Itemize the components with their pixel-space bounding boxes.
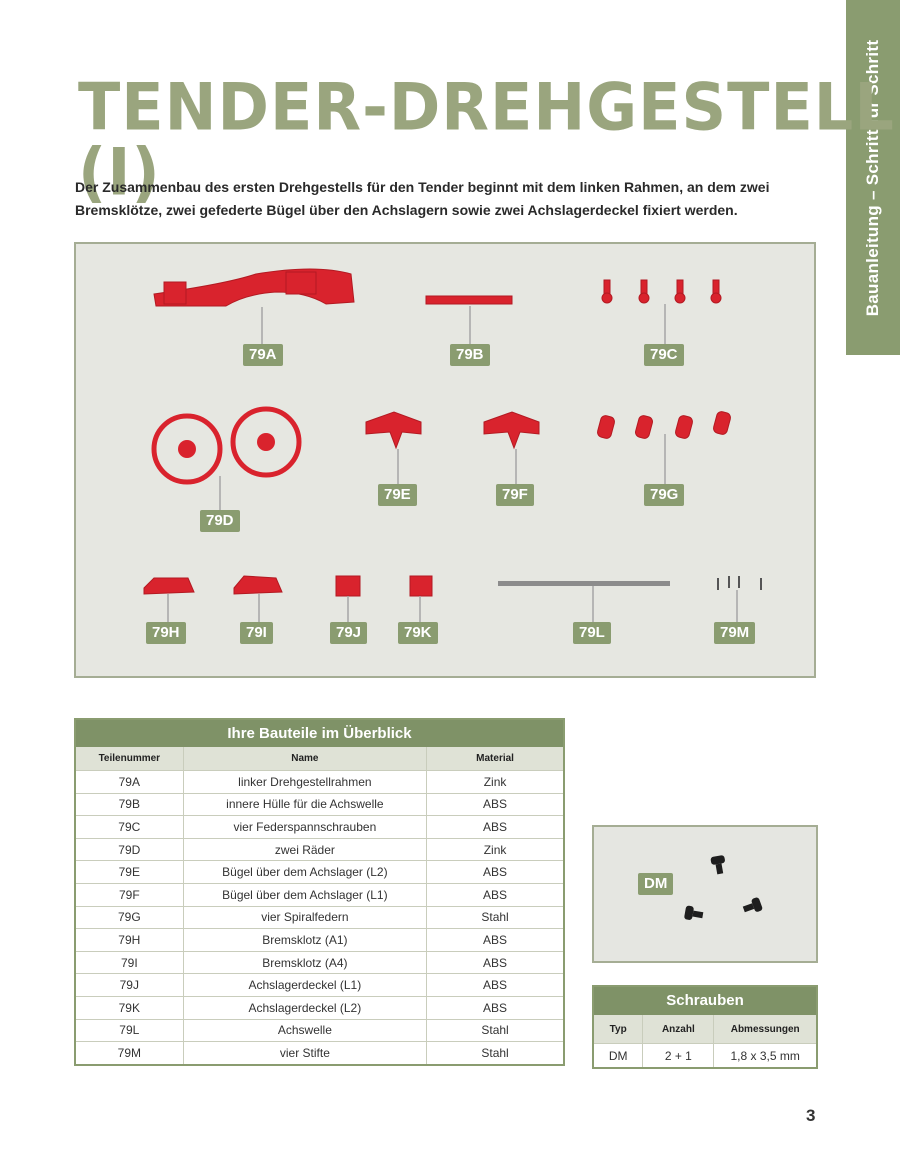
- part-number: 79B: [76, 793, 183, 816]
- part-79c-shape: [602, 280, 721, 303]
- screws-table-header-row: [594, 1015, 816, 1044]
- part-name: vier Federspannschrauben: [183, 816, 427, 839]
- table-row: [76, 974, 563, 997]
- part-label-79k: 79K: [398, 622, 438, 644]
- part-number: 79D: [76, 838, 183, 861]
- part-label-79j: 79J: [330, 622, 367, 644]
- part-79i-shape: [234, 576, 282, 594]
- table-row: [76, 951, 563, 974]
- part-label-79d: 79D: [200, 510, 240, 532]
- table-row: [76, 816, 563, 839]
- part-material: Stahl: [427, 1019, 563, 1042]
- table-row: [76, 861, 563, 884]
- screws-illustration: [594, 827, 820, 965]
- part-name: Bügel über dem Achslager (L2): [183, 861, 427, 884]
- part-79k-shape: [410, 576, 432, 596]
- parts-table-body: [76, 771, 563, 1064]
- part-label-79g: 79G: [644, 484, 684, 506]
- table-row: [76, 929, 563, 952]
- part-79l-shape: [498, 581, 670, 586]
- part-name: Achslagerdeckel (L2): [183, 996, 427, 1019]
- part-number: 79J: [76, 974, 183, 997]
- part-name: vier Stifte: [183, 1042, 427, 1064]
- part-material: ABS: [427, 929, 563, 952]
- parts-overview-table: [74, 718, 565, 1066]
- table-row: [76, 838, 563, 861]
- page-number: 3: [806, 1106, 816, 1125]
- part-label-79l: 79L: [573, 622, 611, 644]
- part-number: 79L: [76, 1019, 183, 1042]
- part-material: ABS: [427, 793, 563, 816]
- header-material: Material: [427, 747, 563, 771]
- part-material: Zink: [427, 771, 563, 794]
- part-number: 79E: [76, 861, 183, 884]
- table-row: [76, 793, 563, 816]
- part-material: Stahl: [427, 906, 563, 929]
- part-material: ABS: [427, 816, 563, 839]
- part-label-79e: 79E: [378, 484, 417, 506]
- part-name: vier Spiralfedern: [183, 906, 427, 929]
- part-name: Bremsklotz (A1): [183, 929, 427, 952]
- part-79g-shape: [596, 411, 731, 440]
- part-name: innere Hülle für die Achswelle: [183, 793, 427, 816]
- part-label-79b: 79B: [450, 344, 490, 366]
- part-number: 79A: [76, 771, 183, 794]
- screw-type: DM: [594, 1044, 643, 1068]
- screw-shape: [741, 897, 763, 916]
- part-name: linker Drehgestellrahmen: [183, 771, 427, 794]
- table-row: [76, 771, 563, 794]
- part-name: zwei Räder: [183, 838, 427, 861]
- part-material: ABS: [427, 996, 563, 1019]
- header-part-number: Teilenummer: [76, 747, 183, 771]
- screws-table-title: Schrauben: [594, 987, 816, 1015]
- table-row: [76, 906, 563, 929]
- part-79m-shape: [717, 576, 762, 590]
- part-number: 79C: [76, 816, 183, 839]
- part-79d-shape: [154, 409, 299, 482]
- header-count: Anzahl: [643, 1015, 714, 1044]
- part-material: ABS: [427, 861, 563, 884]
- part-number: 79K: [76, 996, 183, 1019]
- part-label-79h: 79H: [146, 622, 186, 644]
- parts-illustration: [76, 244, 818, 680]
- screws-photo: [592, 825, 818, 963]
- table-row: [76, 996, 563, 1019]
- part-number: 79F: [76, 883, 183, 906]
- screws-table-row: [594, 1044, 816, 1068]
- parts-table-title: Ihre Bauteile im Überblick: [76, 720, 563, 747]
- parts-table-header-row: [76, 747, 563, 771]
- part-79h-shape: [144, 578, 194, 594]
- part-label-79f: 79F: [496, 484, 534, 506]
- screw-dimensions: 1,8 x 3,5 mm: [714, 1044, 816, 1068]
- part-name: Achswelle: [183, 1019, 427, 1042]
- part-number: 79M: [76, 1042, 183, 1064]
- part-material: Zink: [427, 838, 563, 861]
- table-row: [76, 883, 563, 906]
- screws-table: [592, 985, 818, 1069]
- part-79b-shape: [426, 296, 512, 304]
- header-name: Name: [183, 747, 427, 771]
- part-name: Bremsklotz (A4): [183, 951, 427, 974]
- part-label-79i: 79I: [240, 622, 273, 644]
- part-label-79a: 79A: [243, 344, 283, 366]
- part-number: 79I: [76, 951, 183, 974]
- header-dimensions: Abmessungen: [714, 1015, 816, 1044]
- intro-text: Der Zusammenbau des ersten Drehgestells für den Tender beginnt mit dem linken Rahmen, an dem zwei Bremsklötze, zwei gefederte Bügel über den Achslagern sowie zwei Achslagerdeckel fixiert werden.: [75, 179, 770, 218]
- part-label-79c: 79C: [644, 344, 684, 366]
- table-row: [76, 1019, 563, 1042]
- part-material: ABS: [427, 974, 563, 997]
- part-label-79m: 79M: [714, 622, 755, 644]
- part-number: 79G: [76, 906, 183, 929]
- part-number: 79H: [76, 929, 183, 952]
- page-title: TENDER-DREHGESTELL (I): [78, 68, 895, 211]
- part-material: ABS: [427, 951, 563, 974]
- part-79e-shape: [366, 412, 421, 448]
- screw-shape: [710, 855, 727, 875]
- header-type: Typ: [594, 1015, 643, 1044]
- parts-photo: [74, 242, 816, 678]
- part-name: Bügel über dem Achslager (L1): [183, 883, 427, 906]
- screw-count: 2 + 1: [643, 1044, 714, 1068]
- screw-label-dm: DM: [638, 873, 673, 895]
- table-row: [76, 1042, 563, 1064]
- side-tab-label: Bauanleitung – Schritt für Schritt: [863, 39, 882, 316]
- part-material: ABS: [427, 883, 563, 906]
- part-material: Stahl: [427, 1042, 563, 1064]
- part-name: Achslagerdeckel (L1): [183, 974, 427, 997]
- screw-shape: [684, 905, 704, 922]
- part-79j-shape: [336, 576, 360, 596]
- part-79f-shape: [484, 412, 539, 448]
